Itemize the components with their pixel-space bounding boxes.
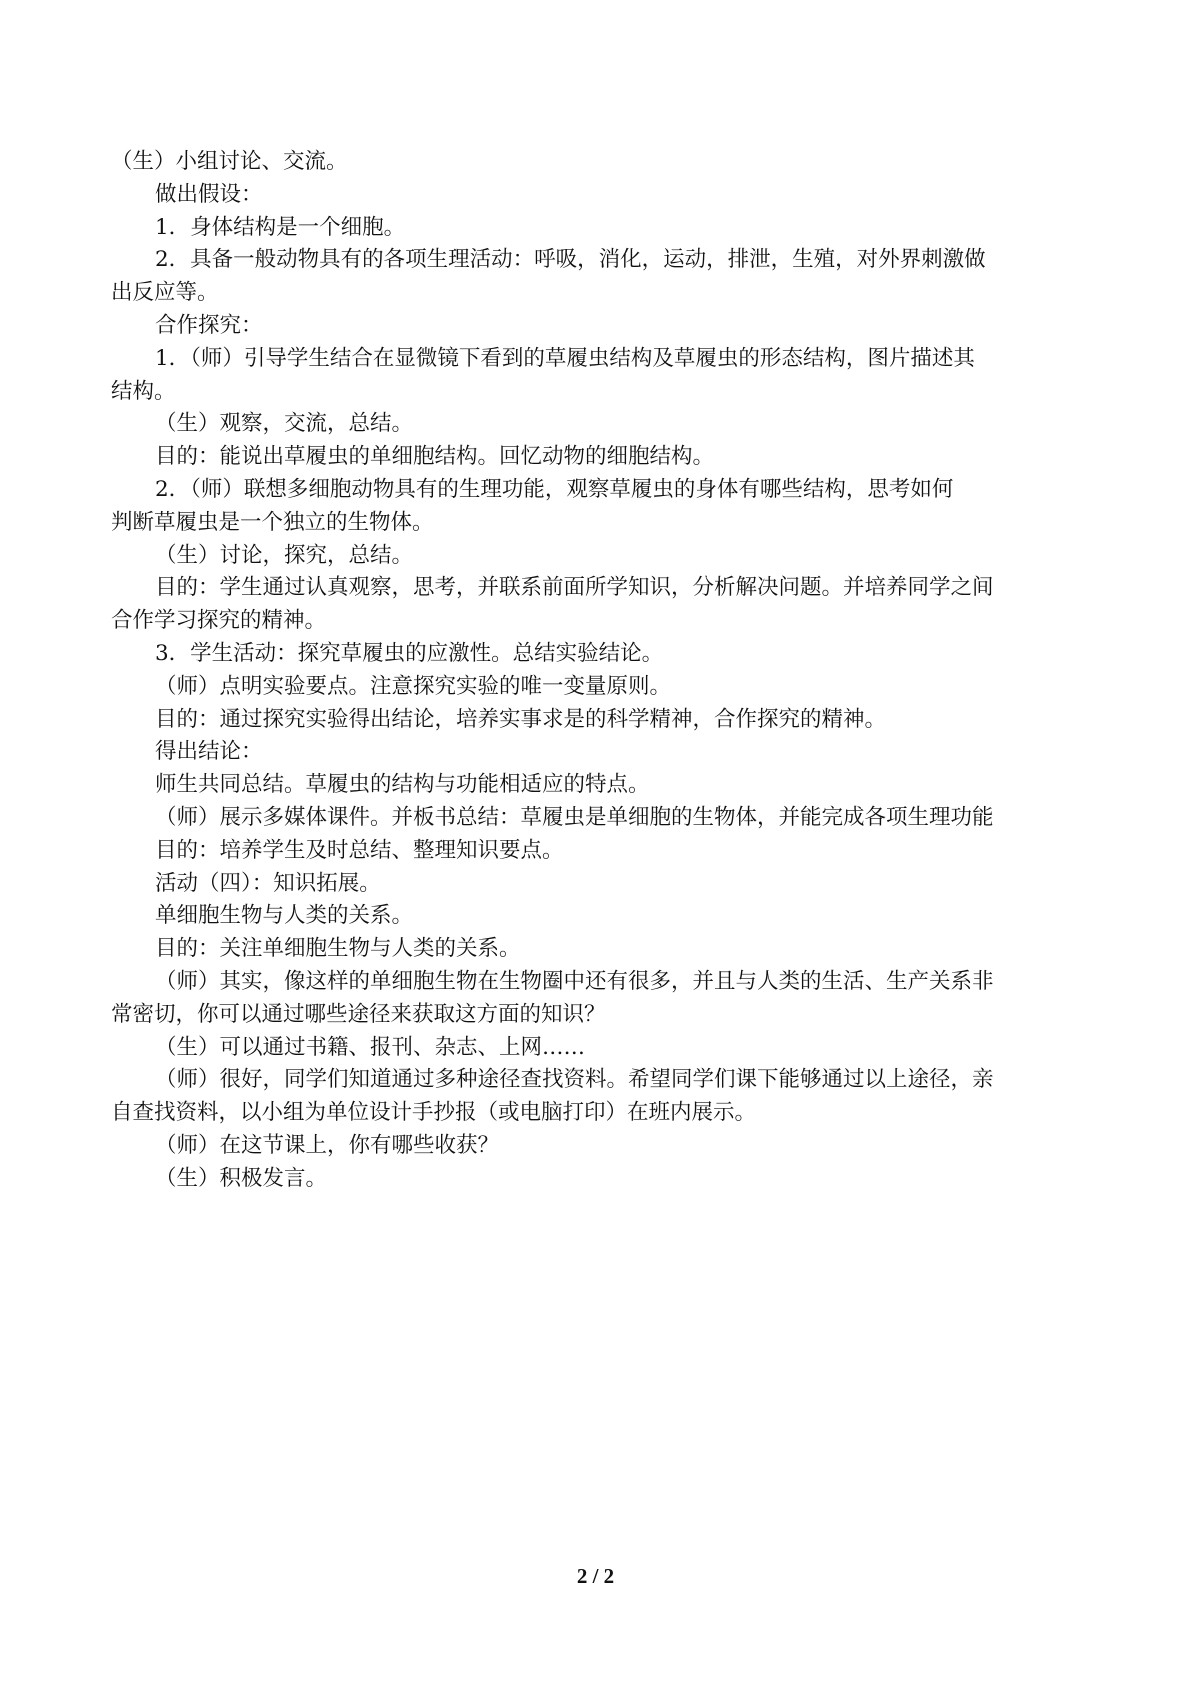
text-line: （生）观察，交流，总结。: [155, 411, 414, 437]
text-line: 合作学习探究的精神。: [111, 608, 327, 634]
page-number: 2 / 2: [576, 1564, 615, 1588]
text-line: 合作探究：: [155, 312, 263, 338]
text-line: （生）积极发言。: [155, 1165, 328, 1191]
text-line: （师）展示多媒体课件。并板书总结：草履虫是单细胞的生物体，并能完成各项生理功能: [155, 804, 994, 830]
text-line: 目的：能说出草履虫的单细胞结构。回忆动物的细胞结构。: [155, 444, 715, 470]
text-line: 师生共同总结。草履虫的结构与功能相适应的特点。: [155, 772, 650, 798]
text-line: 1．（师）引导学生结合在显微镜下看到的草履虫结构及草履虫的形态结构，图片描述其: [155, 345, 975, 371]
text-line: （生）讨论，探究，总结。: [155, 542, 414, 568]
text-line: 目的：关注单细胞生物与人类的关系。: [155, 936, 521, 962]
text-line: 2．具备一般动物具有的各项生理活动：呼吸，消化，运动，排泄，生殖，对外界刺激做: [155, 247, 986, 273]
text-line: （生）可以通过书籍、报刊、杂志、上网……: [155, 1034, 586, 1060]
text-line: （师）很好，同学们知道通过多种途径查找资料。希望同学们课下能够通过以上途径，亲: [155, 1067, 994, 1093]
text-line: 活动（四）：知识拓展。: [155, 870, 381, 896]
text-line: 常密切，你可以通过哪些途径来获取这方面的知识？: [111, 1001, 606, 1027]
text-line: （生）小组讨论、交流。: [111, 149, 348, 174]
text-line: 单细胞生物与人类的关系。: [155, 903, 414, 929]
text-line: 出反应等。: [111, 280, 219, 306]
text-line: （师）在这节课上，你有哪些收获？: [155, 1132, 500, 1158]
text-line: 判断草履虫是一个独立的生物体。: [111, 509, 434, 535]
text-line: 目的：学生通过认真观察，思考，并联系前面所学知识，分析解决问题。并培养同学之间: [155, 575, 994, 601]
text-line: 做出假设：: [155, 181, 263, 207]
text-line: 目的：培养学生及时总结、整理知识要点。: [155, 837, 564, 863]
text-line: 3．学生活动：探究草履虫的应激性。总结实验结论。: [155, 640, 664, 666]
text-line: 自查找资料，以小组为单位设计手抄报（或电脑打印）在班内展示。: [111, 1100, 757, 1126]
text-line: （师）其实，像这样的单细胞生物在生物圈中还有很多，并且与人类的生活、生产关系非: [155, 968, 994, 994]
text-line: 2．（师）联想多细胞动物具有的生理功能，观察草履虫的身体有哪些结构，思考如何: [155, 476, 954, 502]
text-line: （师）点明实验要点。注意探究实验的唯一变量原则。: [155, 673, 672, 699]
text-line: 结构。: [111, 378, 176, 404]
document-body: [111, 146, 1091, 1196]
text-line: 1．身体结构是一个细胞。: [155, 214, 406, 240]
text-line: 得出结论：: [155, 739, 263, 765]
text-line: 目的：通过探究实验得出结论，培养实事求是的科学精神，合作探究的精神。: [155, 706, 887, 732]
